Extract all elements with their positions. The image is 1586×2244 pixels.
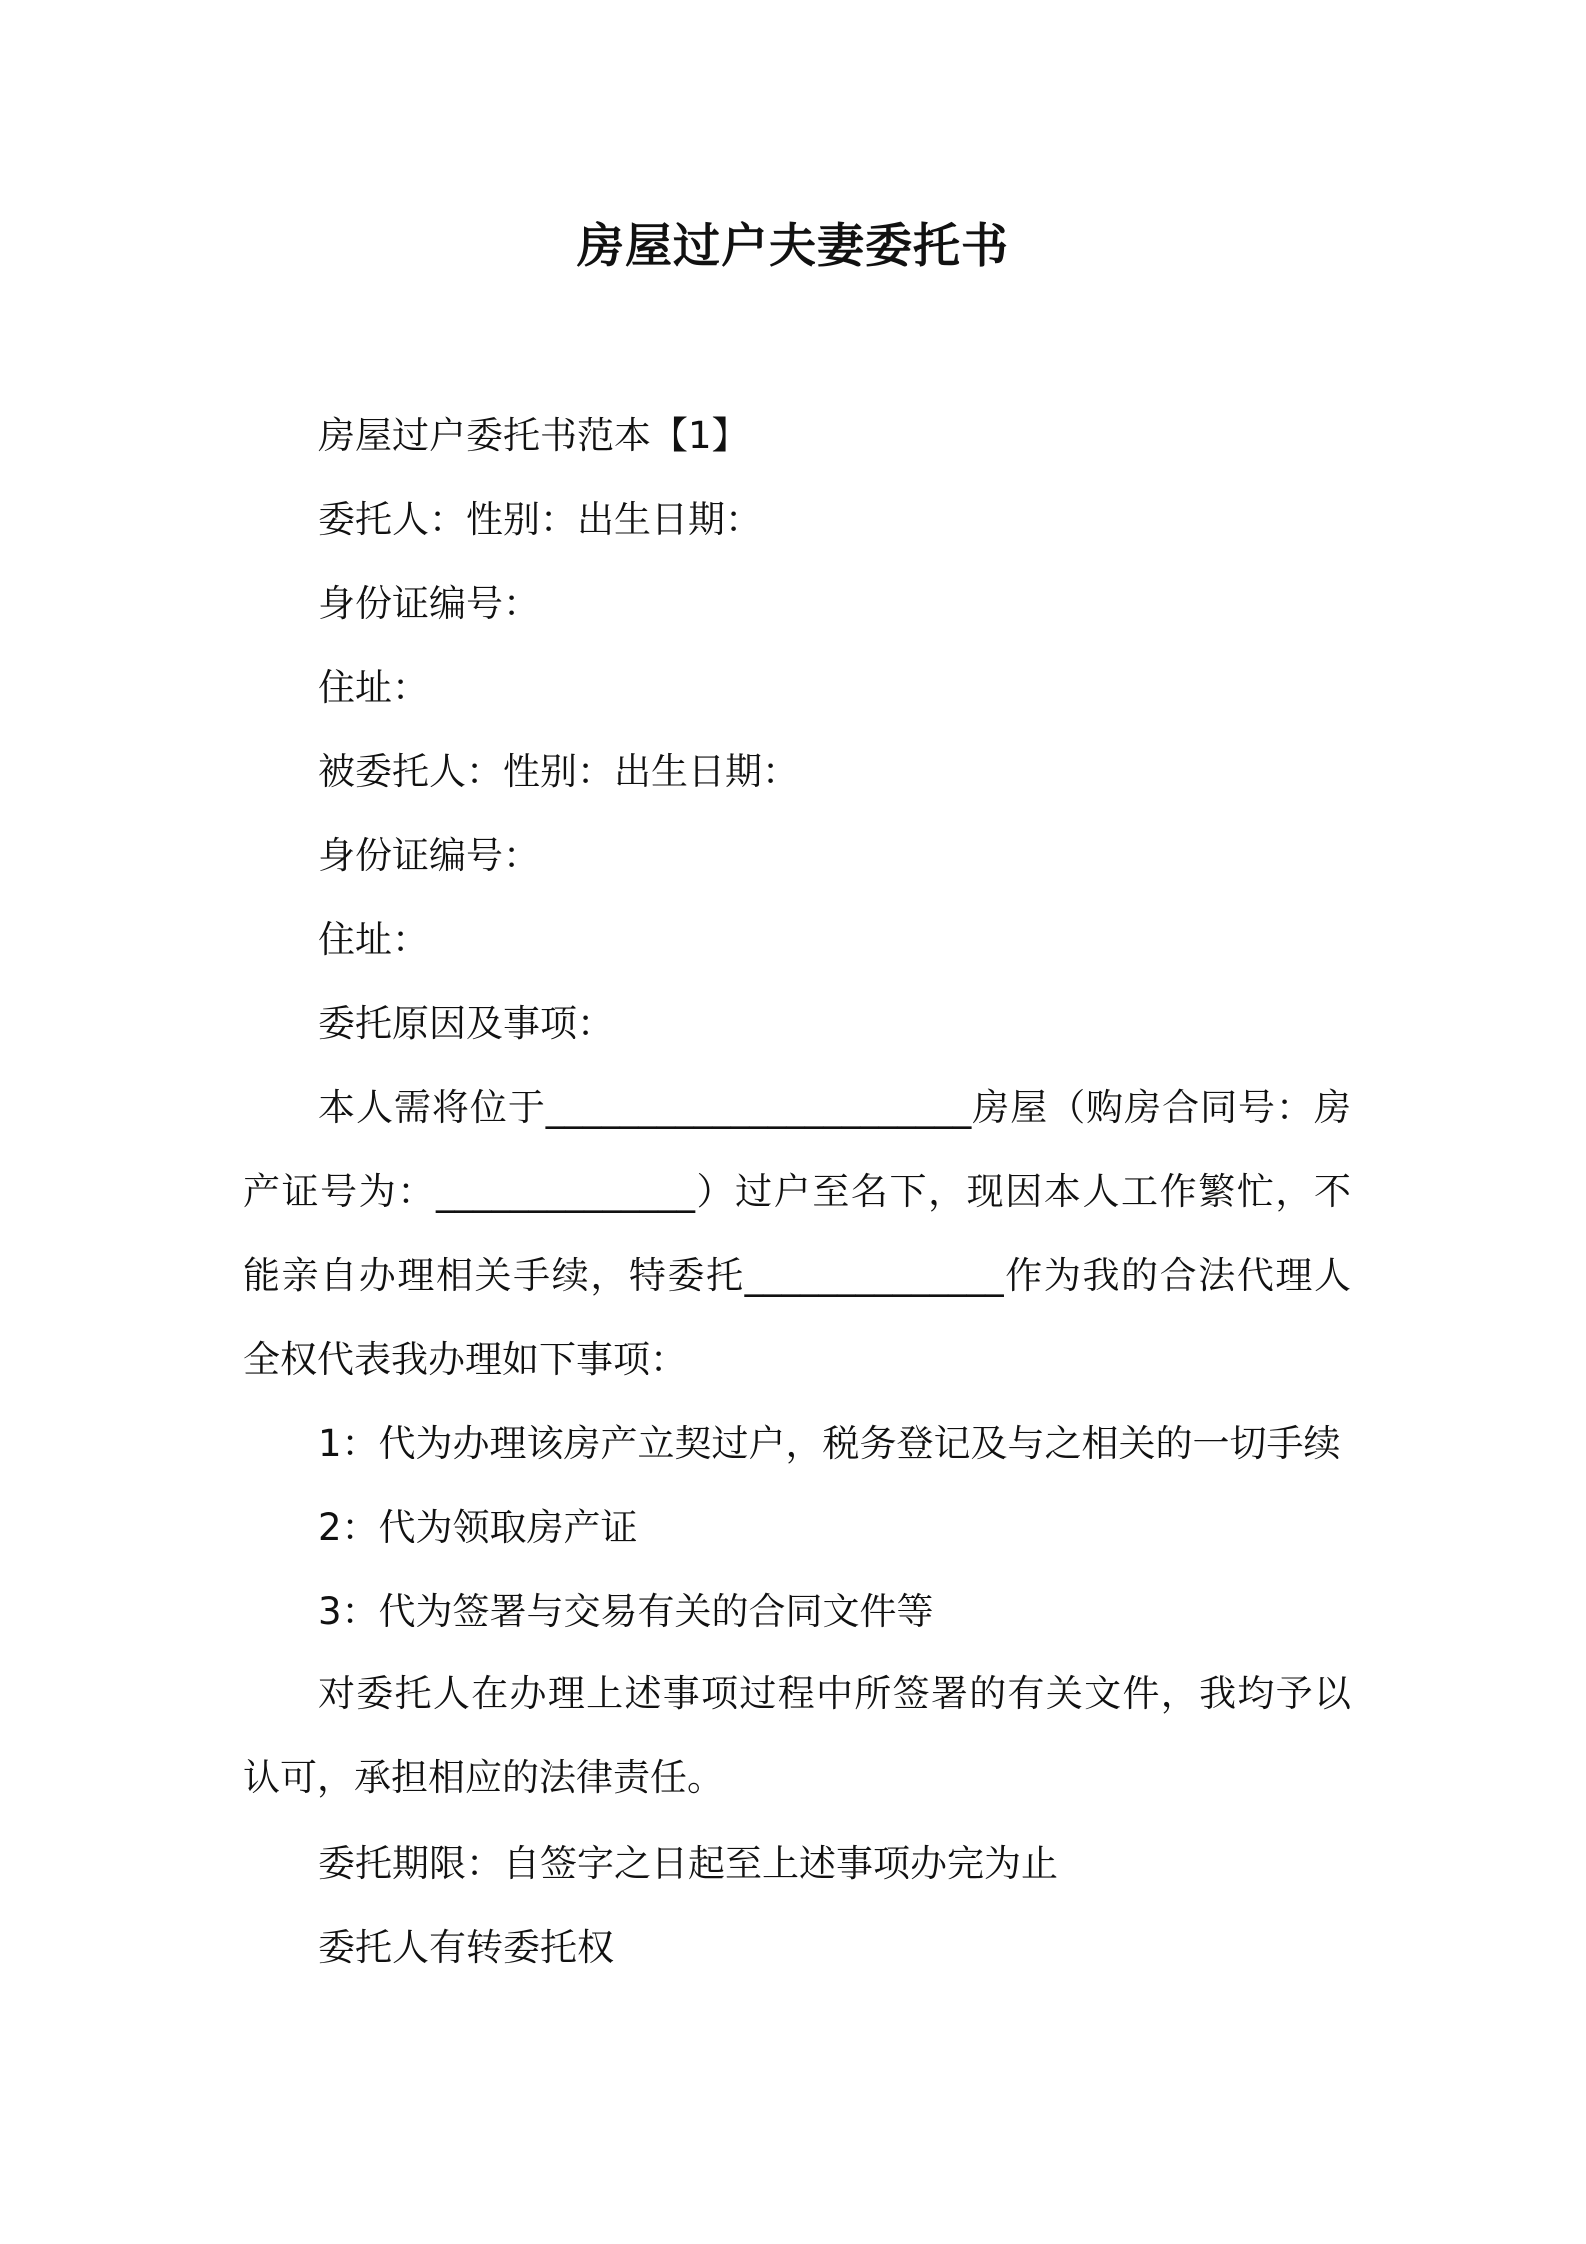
reason-heading: 委托原因及事项： — [318, 1002, 614, 1045]
principal-address-line: 住址： — [318, 666, 429, 709]
sub-delegation-line: 委托人有转委托权 — [318, 1926, 614, 1969]
agent-address-line: 住址： — [318, 918, 429, 961]
template-subtitle: 房屋过户委托书范本【1】 — [318, 414, 749, 457]
term-line: 委托期限：自签字之日起至上述事项办完为止 — [318, 1842, 1058, 1885]
item-1: 1：代为办理该房产立契过户，税务登记及与之相关的一切手续 — [318, 1422, 1341, 1465]
item-3: 3：代为签署与交易有关的合同文件等 — [318, 1590, 934, 1633]
document-title: 房屋过户夫妻委托书 — [577, 219, 1009, 274]
item-2: 2：代为领取房产证 — [318, 1506, 638, 1549]
acknowledgement-paragraph: 对委托人在办理上述事项过程中所签署的有关文件，我均予以认可，承担相应的法律责任。 — [243, 1672, 1351, 1799]
reason-paragraph: 本人需将位于_______________________房屋（购房合同号：房产证号为：______________）过户至名下，现因本人工作繁忙，不能亲自办理相关手续，特委托______________作为我的合法代理人全权代表我办理如下事项： — [243, 1086, 1351, 1381]
agent-id-line: 身份证编号： — [318, 834, 540, 877]
principal-info-line: 委托人：性别：出生日期： — [318, 498, 762, 541]
principal-id-line: 身份证编号： — [318, 582, 540, 625]
agent-info-line: 被委托人：性别：出生日期： — [318, 750, 799, 793]
